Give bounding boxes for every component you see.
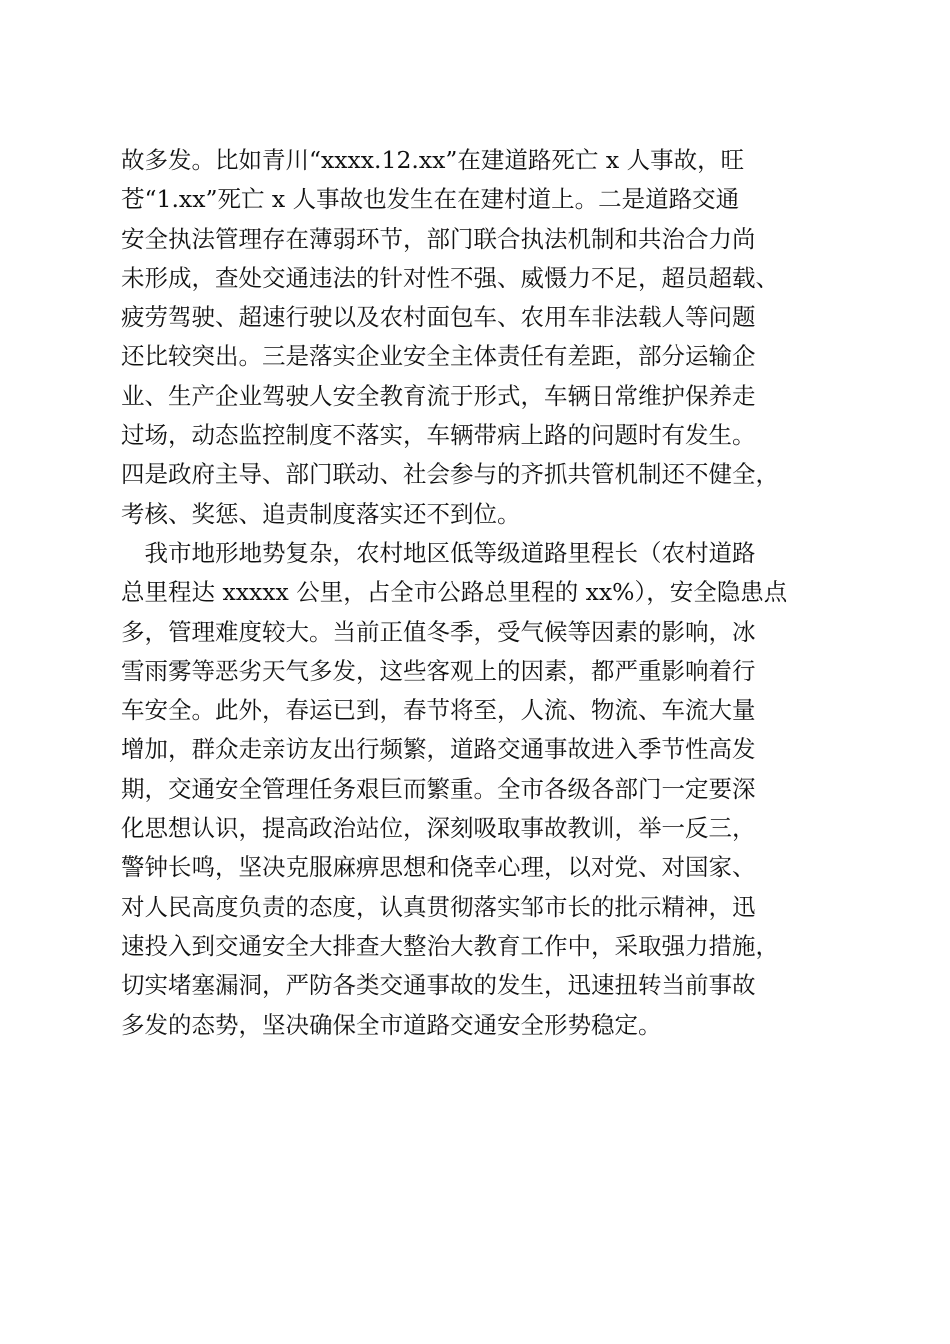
text-line: 多发的态势，坚决确保全市道路交通安全形势稳定。 bbox=[121, 1010, 662, 1039]
text-line: 增加，群众走亲访友出行频繁，道路交通事故进入季节性高发 bbox=[121, 735, 756, 764]
text-line: 切实堵塞漏洞，严防各类交通事故的发生，迅速扭转当前事故 bbox=[121, 971, 756, 1000]
text-line: 雪雨雾等恶劣天气多发，这些客观上的因素，都严重影响着行 bbox=[121, 656, 756, 685]
text-line: 业、生产企业驾驶人安全教育流于形式，车辆日常维护保养走 bbox=[121, 381, 756, 410]
text-line: 速投入到交通安全大排查大整治大教育工作中，采取强力措施， bbox=[121, 931, 779, 960]
text-line: 总里程达 xxxxx 公里，占全市公路总里程的 xx%），安全隐患点 bbox=[121, 578, 788, 607]
text-line: 多，管理难度较大。当前正值冬季，受气候等因素的影响，冰 bbox=[121, 617, 756, 646]
text-line: 故多发。比如青川“xxxx.12.xx”在建道路死亡 x 人事故，旺 bbox=[121, 146, 745, 174]
text-line: 苍“1.xx”死亡 x 人事故也发生在在建村道上。二是道路交通 bbox=[121, 185, 740, 214]
text-line: 期，交通安全管理任务艰巨而繁重。全市各级各部门一定要深 bbox=[121, 774, 756, 803]
text-line: 未形成，查处交通违法的针对性不强、威慑力不足，超员超载、 bbox=[121, 263, 779, 292]
text-line: 疲劳驾驶、超速行驶以及农村面包车、农用车非法载人等问题 bbox=[121, 303, 756, 332]
text-line: 考核、奖惩、追责制度落实还不到位。 bbox=[121, 499, 521, 528]
document-body bbox=[121, 141, 841, 1045]
text-line: 我市地形地势复杂，农村地区低等级道路里程长（农村道路 bbox=[121, 538, 756, 567]
text-line: 安全执法管理存在薄弱环节，部门联合执法机制和共治合力尚 bbox=[121, 224, 756, 253]
text-line: 四是政府主导、部门联动、社会参与的齐抓共管机制还不健全， bbox=[121, 460, 779, 489]
text-line: 车安全。此外，春运已到，春节将至，人流、物流、车流大量 bbox=[121, 696, 756, 725]
text-line: 警钟长鸣，坚决克服麻痹思想和侥幸心理，以对党、对国家、 bbox=[121, 853, 756, 882]
text-line: 还比较突出。三是落实企业安全主体责任有差距，部分运输企 bbox=[121, 342, 756, 371]
text-line: 对人民高度负责的态度，认真贯彻落实邹市长的批示精神，迅 bbox=[121, 892, 756, 921]
text-line: 过场，动态监控制度不落实，车辆带病上路的问题时有发生。 bbox=[121, 421, 756, 450]
text-line: 化思想认识，提高政治站位，深刻吸取事故教训，举一反三， bbox=[121, 814, 756, 843]
